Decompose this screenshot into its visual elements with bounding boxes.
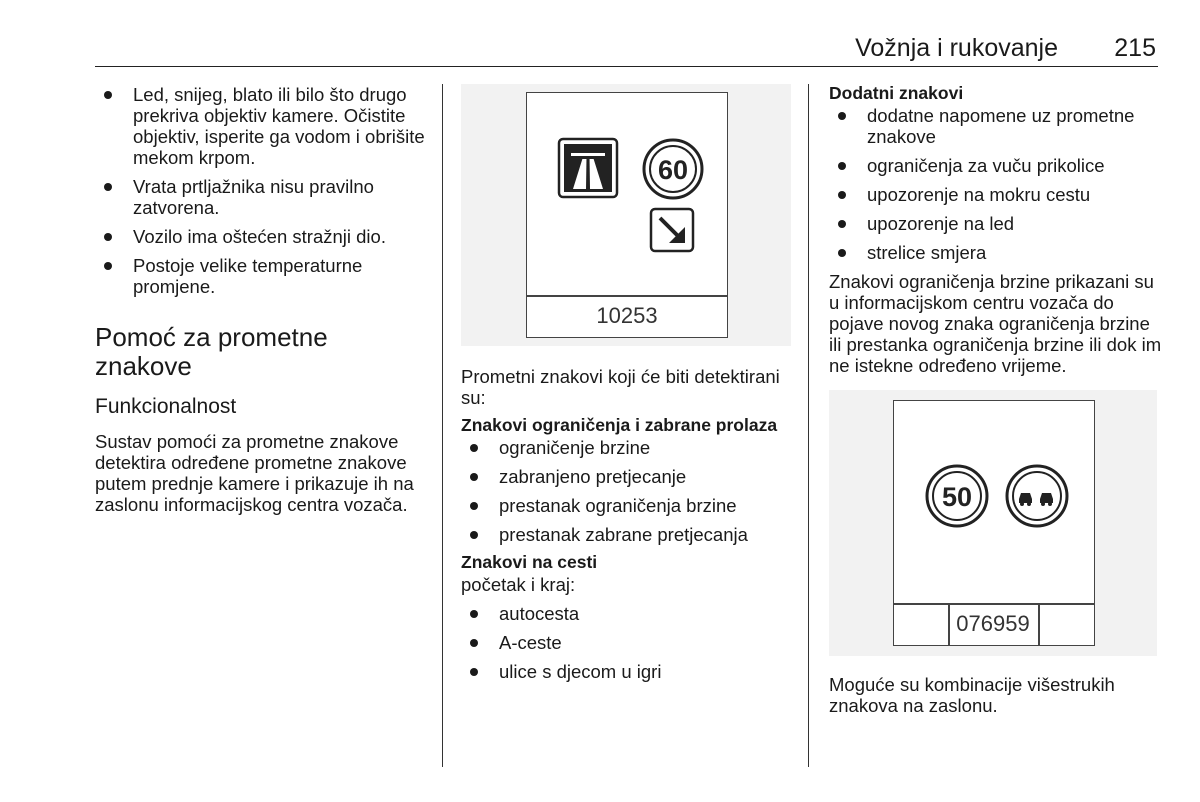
list-item: Vozilo ima oštećen stražnji dio. <box>95 226 430 247</box>
list-item: ograničenje brzine <box>461 437 796 458</box>
motorway-icon <box>557 137 619 199</box>
bullet-icon <box>470 639 478 647</box>
column-divider <box>442 84 443 767</box>
page-header <box>95 30 1158 67</box>
figure-display-10253 <box>461 84 791 346</box>
figure-caption: Moguće su kombinacije višestrukih znakova na zaslonu. <box>829 674 1115 716</box>
speed-limit-sign-icon <box>924 463 990 529</box>
list-item: dodatne napomene uz prometne znakove <box>829 105 1164 147</box>
bullet-icon <box>838 220 846 228</box>
list-item: strelice smjera <box>829 242 1164 263</box>
bullet-icon <box>470 444 478 452</box>
bullet-icon <box>838 249 846 257</box>
intro-paragraph: Prometni znakovi koji će biti detektirani su: <box>461 366 780 408</box>
page-number: 215 <box>1114 34 1156 62</box>
column-left <box>95 84 430 523</box>
subsection-heading: Funkcionalnost <box>95 395 237 418</box>
info-display <box>893 400 1095 646</box>
section-title: Vožnja i rukovanje <box>855 34 1058 62</box>
list-item: upozorenje na led <box>829 213 1164 234</box>
body-paragraph: Znakovi ograničenja brzine prikazani su u informacijskom centru vozača do pojave novog znaka ograničenja brzine ili prestanka ograničenja brzine ili dok im ne istekne određeno vrijeme. <box>829 271 1162 376</box>
list-item: ograničenja za vuču prikolice <box>829 155 1164 176</box>
list-item: Led, snijeg, blato ili bilo što drugo prekriva objektiv kamere. Očistite objektiv, isperite ga vodom i obrišite mekom krpom. <box>95 84 430 168</box>
bullet-icon <box>470 610 478 618</box>
bullet-icon <box>470 473 478 481</box>
display-divider <box>527 295 727 297</box>
group-title: Dodatni znakovi <box>829 83 964 103</box>
list-item: Postoje velike temperaturne promjene. <box>95 255 430 297</box>
column-divider <box>808 84 809 767</box>
group-title: Znakovi ograničenja i zabrane prolaza <box>461 415 778 435</box>
bullet-icon <box>104 262 112 270</box>
no-overtaking-icon <box>1004 463 1070 529</box>
info-display <box>526 92 728 338</box>
display-cell-divider <box>1038 603 1040 645</box>
bullet-icon <box>470 531 478 539</box>
bullet-icon <box>104 91 112 99</box>
list-item: ulice s djecom u igri <box>461 661 796 682</box>
figure-display-076959 <box>829 390 1157 656</box>
list-item: autocesta <box>461 603 796 624</box>
list-item: prestanak ograničenja brzine <box>461 495 796 516</box>
list-item: Vrata prtljažnika nisu pravilno zatvorena. <box>95 176 430 218</box>
body-paragraph: Sustav pomoći za prometne znakove detektira određene prometne znakove putem prednje kamere i prikazuje ih na zaslonu informacijskog centra vozača. <box>95 431 414 515</box>
additional-signs-list <box>829 105 1164 263</box>
causes-list <box>95 84 430 297</box>
display-divider <box>894 603 1094 605</box>
list-item: zabranjeno pretjecanje <box>461 466 796 487</box>
speed-value: 60 <box>657 155 689 185</box>
bullet-icon <box>838 112 846 120</box>
column-right <box>829 84 1164 724</box>
bullet-icon <box>104 183 112 191</box>
speed-limit-sign-icon <box>641 137 705 201</box>
bullet-icon <box>470 502 478 510</box>
column-middle <box>461 84 796 690</box>
figure-code: 076959 <box>956 611 1030 636</box>
road-signs-list <box>461 603 796 682</box>
group-title: Znakovi na cesti <box>461 552 598 572</box>
list-item: prestanak zabrane pretjecanja <box>461 524 796 545</box>
arrow-down-right-icon <box>649 207 695 253</box>
bullet-icon <box>470 668 478 676</box>
bullet-icon <box>838 191 846 199</box>
group-subtitle: početak i kraj: <box>461 574 576 595</box>
restriction-signs-list <box>461 437 796 545</box>
figure-code: 10253 <box>596 303 658 328</box>
list-item: upozorenje na mokru cestu <box>829 184 1164 205</box>
bullet-icon <box>104 233 112 241</box>
speed-value: 50 <box>941 482 973 512</box>
section-heading: Pomoć za prometne znakove <box>95 322 328 381</box>
list-item: A-ceste <box>461 632 796 653</box>
bullet-icon <box>838 162 846 170</box>
